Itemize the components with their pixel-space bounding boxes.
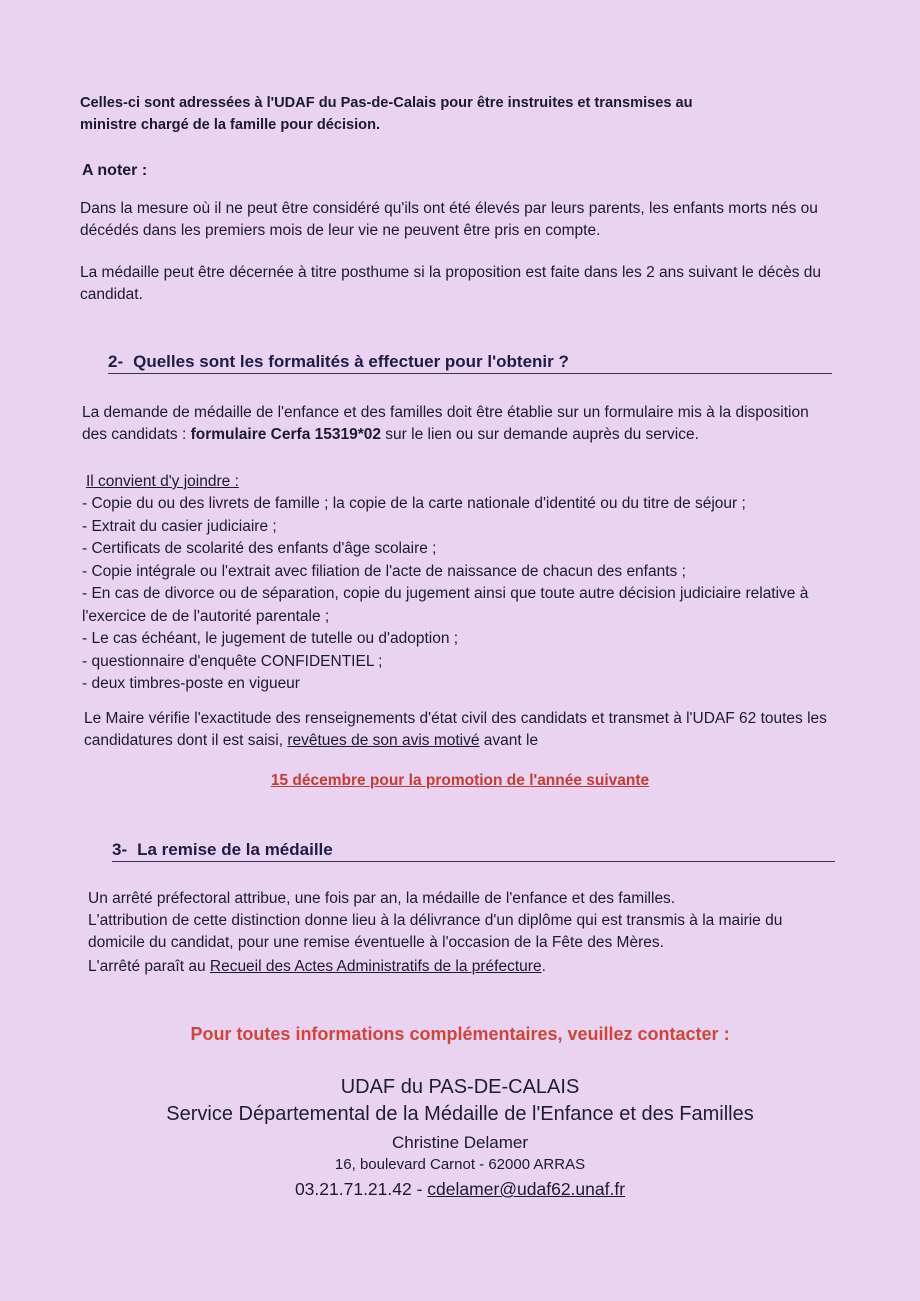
contact-address: 16, boulevard Carnot - 62000 ARRAS <box>334 1156 586 1173</box>
documents-list <box>82 493 837 696</box>
note-paragraph-2: La médaille peut être décernée à titre posthume si la proposition est faite dans les 2 ans suivant le décès du candidat. <box>80 264 822 303</box>
contact-separator: - <box>411 1179 428 1199</box>
form-text-before: La demande de médaille de l'enfance et des familles doit être établie sur un formulaire mis à la disposition des candidats : <box>82 404 809 443</box>
section-3-line-1: Un arrêté préfectoral attribue, une fois par an, la médaille de l'enfance et des familles. <box>88 890 676 907</box>
maire-paragraph <box>84 708 829 752</box>
maire-text-after: avant le <box>479 732 539 749</box>
maire-text-before: Le Maire vérifie l'exactitude des renseignements d'état civil des candidats et transmet à l'UDAF 62 toutes les candidatures dont il est saisi, <box>84 710 827 749</box>
list-item: - Le cas échéant, le jugement de tutelle ou d'adoption ; <box>82 630 459 647</box>
contact-phone: 03.21.71.21.42 <box>294 1179 412 1199</box>
contact-heading: Pour toutes informations complémentaires, veuillez contacter : <box>190 1024 730 1044</box>
recueil-text-before: L'arrêté paraît au <box>88 958 210 975</box>
section-2-number: 2- <box>108 352 124 371</box>
contact-phone-line <box>0 1176 920 1202</box>
form-paragraph <box>82 402 832 446</box>
deadline-text: 15 décembre pour la promotion de l'année suivante <box>270 772 650 789</box>
recueil-link-text: Recueil des Actes Administratifs de la préfecture <box>209 958 542 975</box>
contact-org-1: UDAF du PAS-DE-CALAIS <box>340 1076 580 1098</box>
form-text-after: sur le lien ou sur demande auprès du service. <box>381 426 699 443</box>
intro-line-1: Celles-ci sont adressées à l'UDAF du Pas-de-Calais pour être instruites et transmises au <box>80 95 693 111</box>
contact-org-2: Service Départemental de la Médaille de l'Enfance et des Familles <box>166 1103 754 1125</box>
list-item: - Copie du ou des livrets de famille ; la copie de la carte nationale d'identité ou du titre de séjour ; <box>82 495 746 512</box>
maire-underlined-text: revêtues de son avis motivé <box>287 732 480 749</box>
list-item: - questionnaire d'enquête CONFIDENTIEL ; <box>82 652 383 670</box>
section-3-number: 3- <box>112 840 128 859</box>
intro-paragraph <box>80 92 840 136</box>
intro-line-2: ministre chargé de la famille pour décision. <box>80 117 381 133</box>
contact-name: Christine Delamer <box>391 1133 529 1152</box>
section-2-title: Quelles sont les formalités à effectuer pour l'obtenir ? <box>133 352 569 371</box>
list-item: - deux timbres-poste en vigueur <box>82 675 300 692</box>
contact-email-link[interactable]: cdelamer@udaf62.unaf.fr <box>427 1179 626 1199</box>
section-2-heading <box>108 352 832 374</box>
section-3-line-3 <box>88 956 838 978</box>
list-item: - Extrait du casier judiciaire ; <box>82 517 277 535</box>
note-title: A noter : <box>82 162 148 179</box>
cerfa-form-reference: formulaire Cerfa 15319*02 <box>190 426 381 443</box>
list-item: - Certificats de scolarité des enfants d'âge scolaire ; <box>82 540 437 557</box>
recueil-text-after: . <box>541 958 546 975</box>
section-3-line-2: L'attribution de cette distinction donne lieu à la délivrance d'un diplôme qui est transmis à la mairie du domicile du candidat, pour une remise éventuelle à l'occasion de la Fête des Mères. <box>88 912 783 951</box>
list-item: - Copie intégrale ou l'extrait avec filiation de l'acte de naissance de chacun des enfants ; <box>82 562 686 580</box>
join-label: Il convient d'y joindre : <box>86 473 239 490</box>
note-paragraph-1: Dans la mesure où il ne peut être considéré qu'ils ont été élevés par leurs parents, les enfants morts nés ou décédés dans les premiers mois de leur vie ne peuvent être pris en compte. <box>80 200 818 239</box>
section-3-title: La remise de la médaille <box>137 840 333 859</box>
list-item: - En cas de divorce ou de séparation, copie du jugement ainsi que toute autre décision judiciaire relative à l'exercice de de l'autorité parentale ; <box>82 585 809 625</box>
section-3-heading <box>112 840 835 862</box>
